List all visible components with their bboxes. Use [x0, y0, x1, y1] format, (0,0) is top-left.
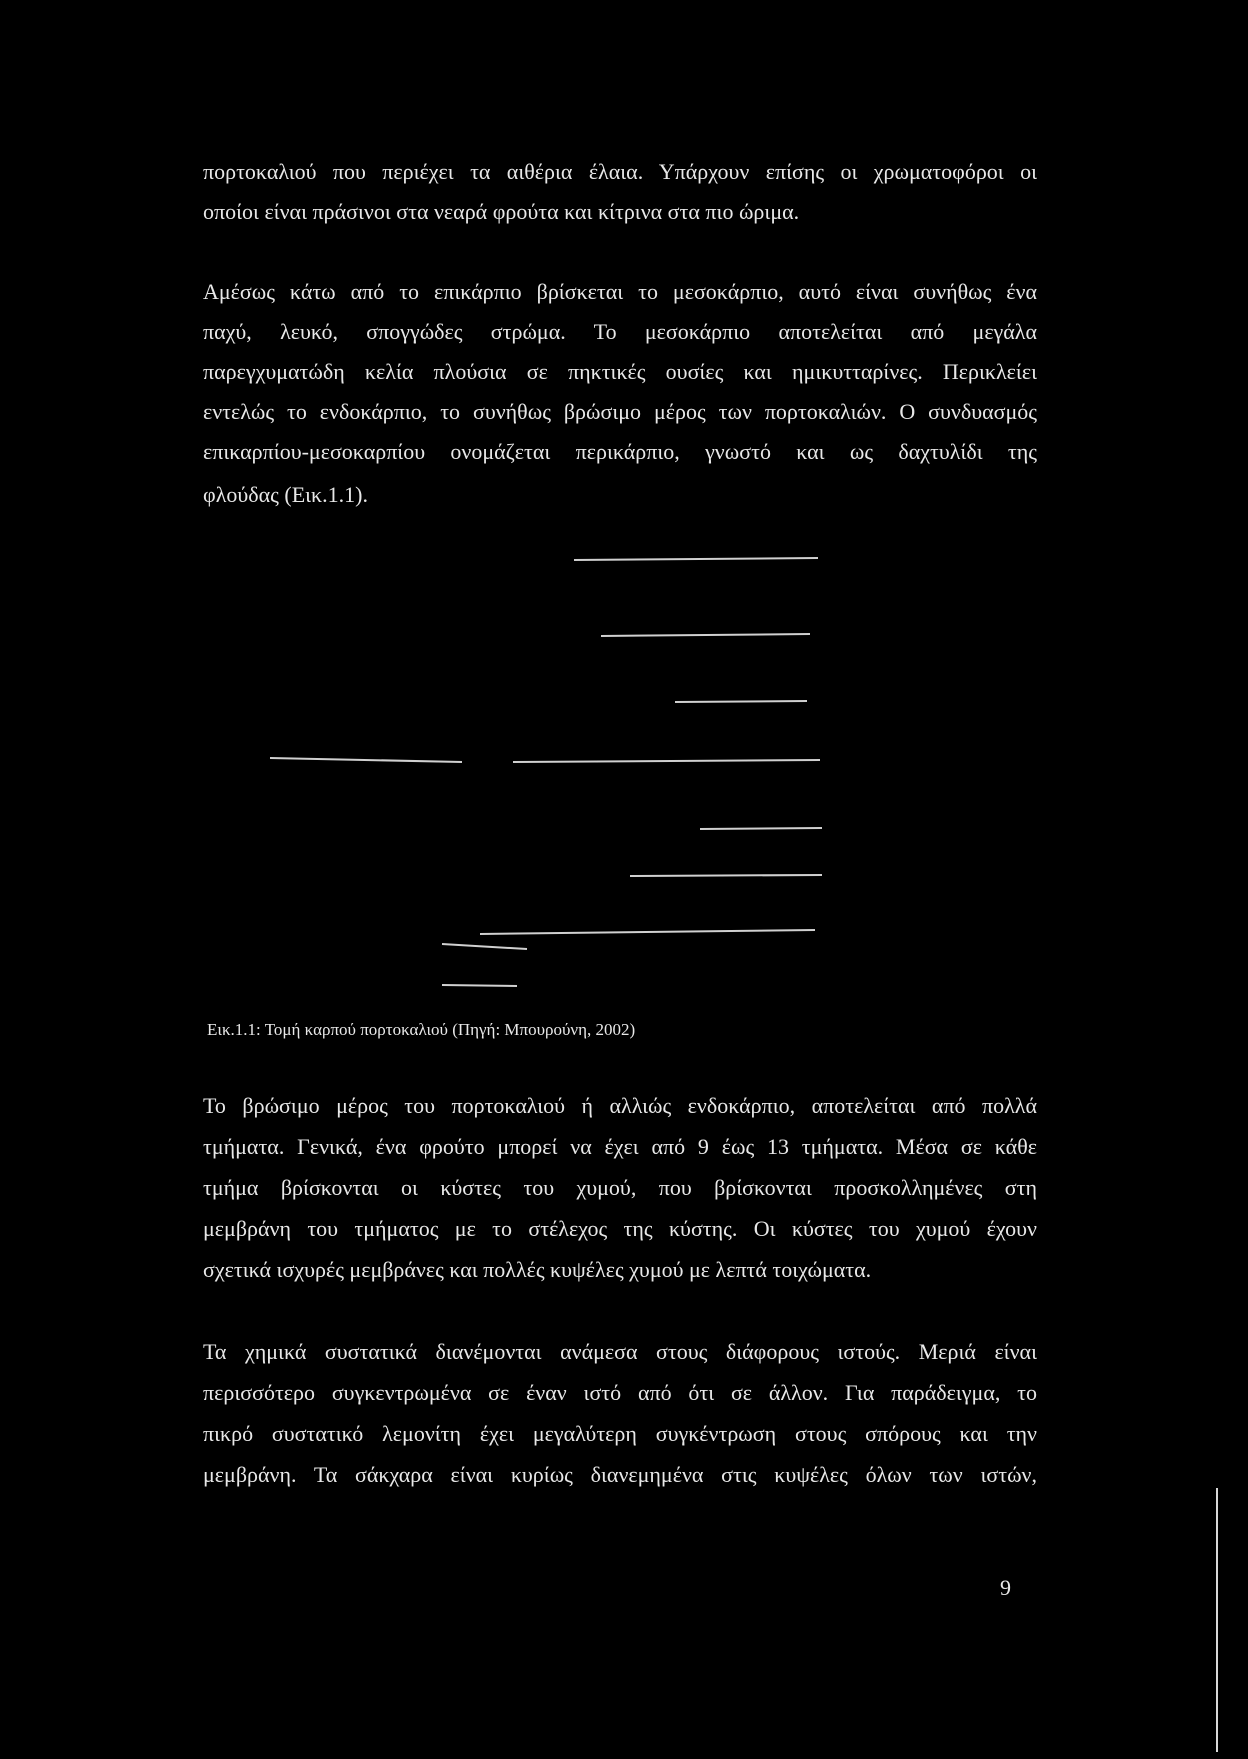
paragraph-2-line-2: παχύ, λευκό, σπογγώδες στρώμα. Το μεσοκάρπιο αποτελείται από μεγάλα [203, 319, 1037, 344]
leader-line [442, 944, 527, 949]
paragraph-4-line-3: πικρό συστατικό λεμονίτη έχει μεγαλύτερη συγκέντρωση στους σπόρους και την [203, 1421, 1037, 1446]
leader-line [700, 828, 822, 829]
leader-line [630, 875, 822, 876]
leader-line [574, 558, 818, 560]
figure-caption: Εικ.1.1: Τομή καρπού πορτοκαλιού (Πηγή: Μπουρούνη, 2002) [207, 1020, 636, 1039]
paragraph-3-line-2: τμήματα. Γενικά, ένα φρούτο μπορεί να έχει από 9 έως 13 τμήματα. Μέσα σε κάθε [203, 1134, 1037, 1159]
page-number: 9 [1000, 1575, 1011, 1600]
paragraph-2-line-5: επικαρπίου-μεσοκαρπίου ονομάζεται περικάρπιο, γνωστό και ως δαχτυλίδι της [203, 439, 1037, 464]
paragraph-2-line-1: Αμέσως κάτω από το επικάρπιο βρίσκεται το μεσοκάρπιο, αυτό είναι συνήθως ένα [203, 279, 1037, 304]
paragraph-1-line-1: πορτοκαλιού που περιέχει τα αιθέρια έλαια. Υπάρχουν επίσης οι χρωματοφόροι οι [203, 159, 1037, 184]
paragraph-4-line-1: Τα χημικά συστατικά διανέμονται ανάμεσα στους διάφορους ιστούς. Μεριά είναι [203, 1339, 1037, 1364]
leader-line [513, 760, 820, 762]
leader-line [675, 701, 807, 702]
paragraph-1-line-2: οποίοι είναι πράσινοι στα νεαρά φρούτα και κίτρινα στα πιο ώριμα. [203, 199, 800, 224]
leader-line [270, 758, 462, 762]
paragraph-3-line-3: τμήμα βρίσκονται οι κύστες του χυμού, που βρίσκονται προσκολλημένες στη [203, 1175, 1037, 1200]
paragraph-4-line-2: περισσότερο συγκεντρωμένα σε έναν ιστό από ότι σε άλλον. Για παράδειγμα, το [203, 1380, 1037, 1405]
paragraph-3-line-1: Το βρώσιμο μέρος του πορτοκαλιού ή αλλιώς ενδοκάρπιο, αποτελείται από πολλά [203, 1093, 1037, 1118]
leader-line [480, 930, 815, 934]
paragraph-2-line-3: παρεγχυματώδη κελία πλούσια σε πηκτικές ουσίες και ημικυτταρίνες. Περικλείει [203, 359, 1037, 384]
paragraph-3-line-5: σχετικά ισχυρές μεμβράνες και πολλές κυψέλες χυμού με λεπτά τοιχώματα. [203, 1257, 872, 1282]
margin-rule [1216, 1488, 1218, 1752]
leader-line [601, 634, 810, 636]
paragraph-4-line-4: μεμβράνη. Τα σάκχαρα είναι κυρίως διανεμημένα στις κυψέλες όλων των ιστών, [203, 1462, 1037, 1487]
paragraph-2-line-4: εντελώς το ενδοκάρπιο, το συνήθως βρώσιμο μέρος των πορτοκαλιών. Ο συνδυασμός [203, 399, 1037, 424]
leader-line [442, 985, 517, 986]
paragraph-3-line-4: μεμβράνη του τμήματος με το στέλεχος της κύστης. Οι κύστες του χυμού έχουν [203, 1216, 1037, 1241]
paragraph-2-line-6: φλούδας (Εικ.1.1). [203, 482, 368, 507]
